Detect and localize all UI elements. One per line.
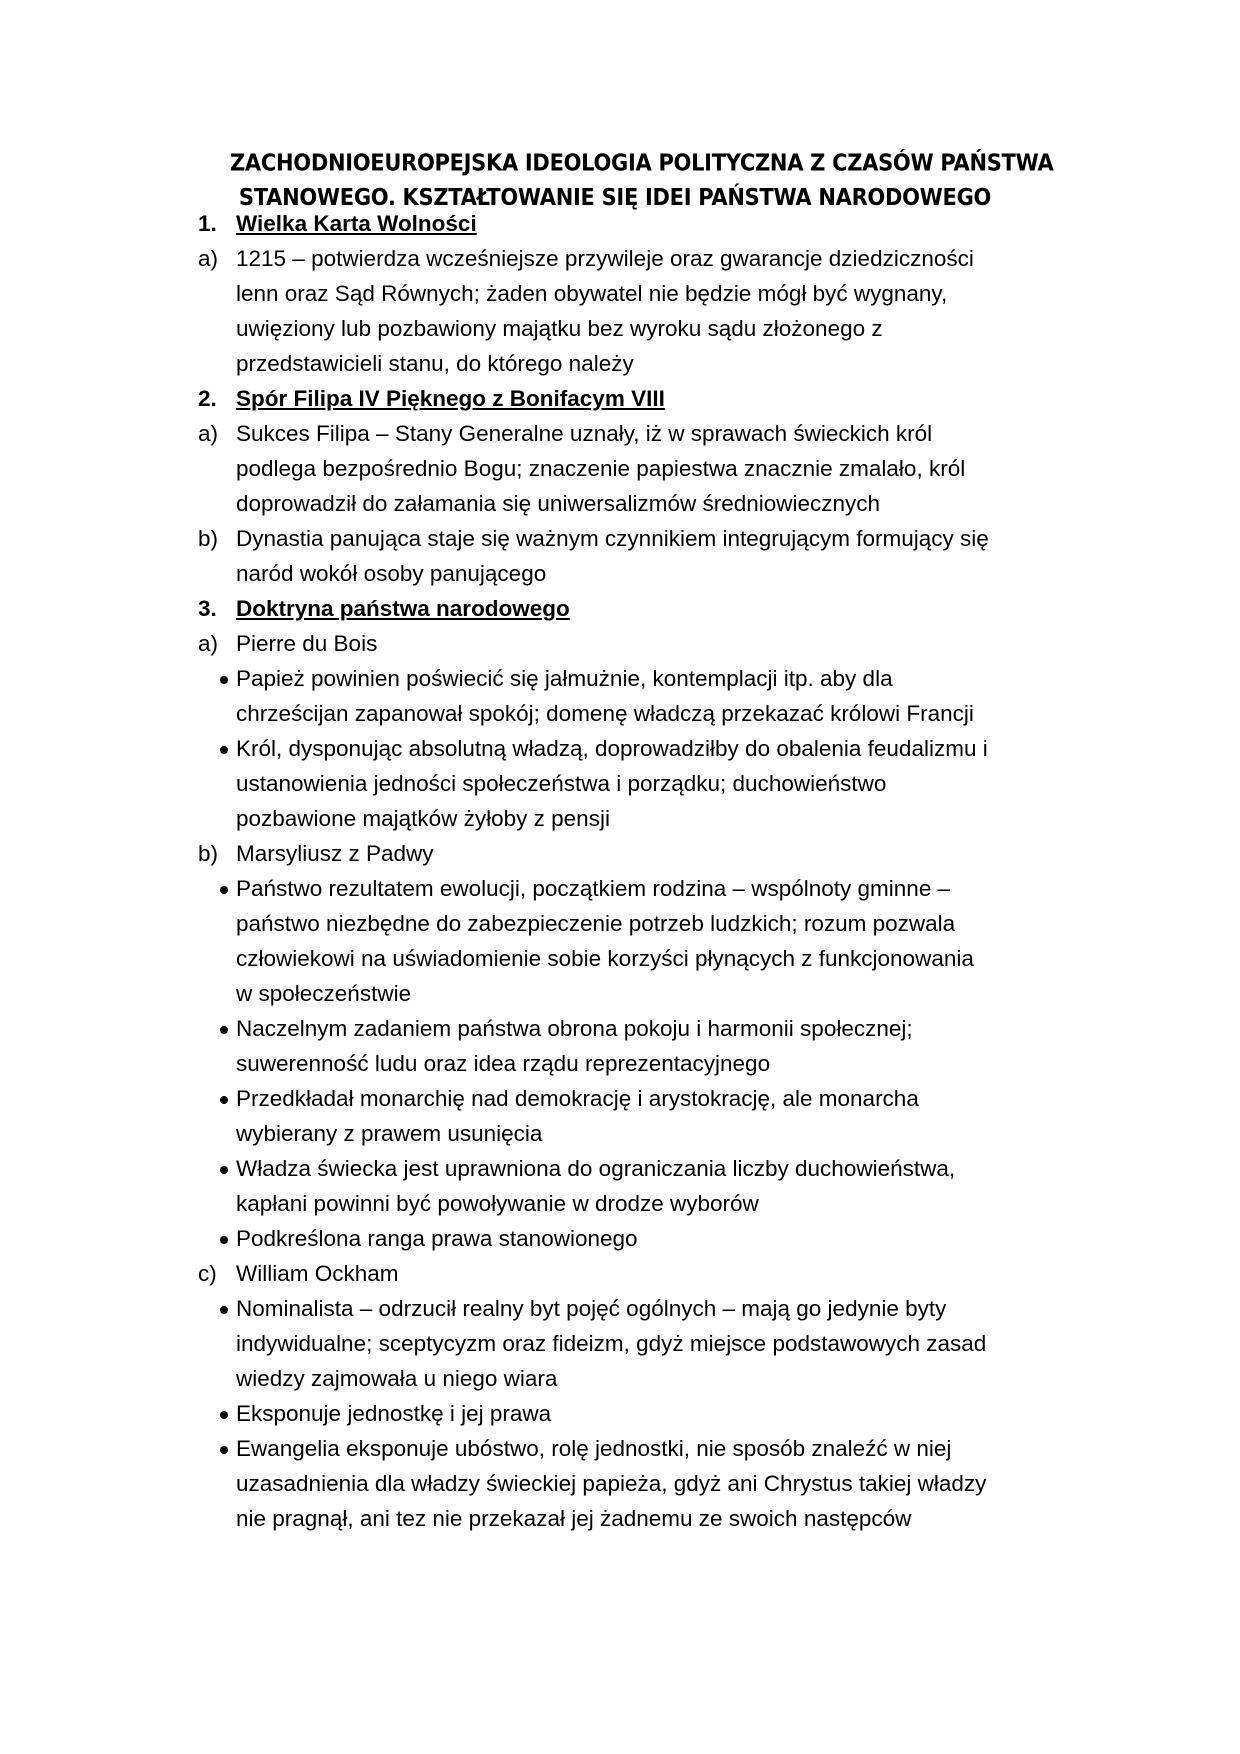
bullet-item [198,1011,1018,1046]
list-item [198,416,1018,451]
bullet-text-line: kapłani powinni być powoływanie w drodze wyborów [236,1191,759,1216]
list-item [198,241,1018,276]
item-text: Pierre du Bois [236,631,378,656]
bullet-icon [220,746,228,754]
document-body [198,206,1018,1536]
list-item [198,836,1018,871]
section-title: Spór Filipa IV Pięknego z Bonifacym VIII [236,386,665,411]
bullet-item [198,1221,1018,1256]
bullet-item [198,1431,1018,1466]
bullet-icon [220,1306,228,1314]
section-number: 2. [198,386,217,411]
section-number: 1. [198,211,217,236]
section-title: Doktryna państwa narodowego [236,596,570,621]
bullet-text: Papież powinien poświecić się jałmużnie, kontemplacji itp. aby dla [236,666,893,691]
bullet-text: Król, dysponując absolutną władzą, doprowadziłby do obalenia feudalizmu i [236,736,988,761]
title-line-1: ZACHODNIOEUROPEJSKA IDEOLOGIA POLITYCZNA Z CZASÓW PAŃSTWA [230,149,1054,176]
section-heading [198,381,1018,416]
bullet-text-line: pozbawione majątków żyłoby z pensji [236,806,610,831]
item-text-line: przedstawicieli stanu, do którego należy [236,351,634,376]
item-text: 1215 – potwierdza wcześniejsze przywileje oraz gwarancje dziedziczności [236,246,974,271]
bullet-text-line: wiedzy zajmowała u niego wiara [236,1366,558,1391]
bullet-text: Władza świecka jest uprawniona do ograniczania liczby duchowieństwa, [236,1156,956,1181]
bullet-icon [220,676,228,684]
section-heading [198,206,1018,241]
item-marker: b) [198,526,219,551]
bullet-icon [220,886,228,894]
item-marker: c) [198,1261,217,1286]
bullet-text-line: suwerenność ludu oraz idea rządu reprezentacyjnego [236,1051,771,1076]
section-title: Wielka Karta Wolności [236,211,477,236]
bullet-text-line: ustanowienia jedności społeczeństwa i porządku; duchowieństwo [236,771,887,796]
item-text: Dynastia panująca staje się ważnym czynnikiem integrującym formujący się [236,526,989,551]
bullet-text-line: państwo niezbędne do zabezpieczenie potrzeb ludzkich; rozum pozwala [236,911,956,936]
bullet-icon [220,1096,228,1104]
bullet-item [198,661,1018,696]
bullet-text: Podkreślona ranga prawa stanowionego [236,1226,638,1251]
bullet-text-line: wybierany z prawem usunięcia [236,1121,543,1146]
item-text-line: uwięziony lub pozbawiony majątku bez wyroku sądu złożonego z [236,316,883,341]
title-line-2: STANOWEGO. KSZTAŁTOWANIE SIĘ IDEI PAŃSTWA NARODOWEGO [238,184,992,211]
bullet-text: Eksponuje jednostkę i jej prawa [236,1401,552,1426]
bullet-icon [220,1411,228,1419]
item-text-line: naród wokół osoby panującego [236,561,547,586]
list-item [198,521,1018,556]
bullet-text-line: indywidualne; sceptycyzm oraz fideizm, gdyż miejsce podstawowych zasad [236,1331,987,1356]
item-text: Sukces Filipa – Stany Generalne uznały, iż w sprawach świeckich król [236,421,933,446]
bullet-text-line: chrześcijan zapanował spokój; domenę władczą przekazać królowi Francji [236,701,974,726]
bullet-text-line: w społeczeństwie [236,981,412,1006]
item-marker: a) [198,631,219,656]
document-title [230,145,1054,214]
bullet-text-line: nie pragnął, ani tez nie przekazał jej żadnemu ze swoich następców [236,1506,912,1531]
bullet-item [198,731,1018,766]
bullet-item [198,1396,1018,1431]
bullet-text: Nominalista – odrzucił realny byt pojęć ogólnych – mają go jedynie byty [236,1296,947,1321]
bullet-text: Naczelnym zadaniem państwa obrona pokoju i harmonii społecznej; [236,1016,913,1041]
bullet-icon [220,1166,228,1174]
section-number: 3. [198,596,217,621]
item-text-line: lenn oraz Sąd Równych; żaden obywatel nie będzie mógł być wygnany, [236,281,948,306]
bullet-item [198,1291,1018,1326]
item-marker: a) [198,246,219,271]
bullet-item [198,871,1018,906]
list-item [198,626,1018,661]
item-text-line: doprowadził do załamania się uniwersalizmów średniowiecznych [236,491,881,516]
item-text-line: podlega bezpośrednio Bogu; znaczenie papiestwa znacznie zmalało, król [236,456,966,481]
list-item [198,1256,1018,1291]
bullet-item [198,1151,1018,1186]
item-marker: a) [198,421,219,446]
bullet-icon [220,1446,228,1454]
bullet-text: Przedkładał monarchię nad demokrację i arystokrację, ale monarcha [236,1086,919,1111]
bullet-text-line: człowiekowi na uświadomienie sobie korzyści płynących z funkcjonowania [236,946,974,971]
item-marker: b) [198,841,219,866]
bullet-item [198,1081,1018,1116]
section-heading [198,591,1018,626]
bullet-text: Ewangelia eksponuje ubóstwo, rolę jednostki, nie sposób znaleźć w niej [236,1436,952,1461]
item-text: William Ockham [236,1261,399,1286]
bullet-text: Państwo rezultatem ewolucji, początkiem rodzina – wspólnoty gminne – [236,876,951,901]
bullet-icon [220,1236,228,1244]
bullet-text-line: uzasadnienia dla władzy świeckiej papieża, gdyż ani Chrystus takiej władzy [236,1471,987,1496]
bullet-icon [220,1026,228,1034]
item-text: Marsyliusz z Padwy [236,841,434,866]
